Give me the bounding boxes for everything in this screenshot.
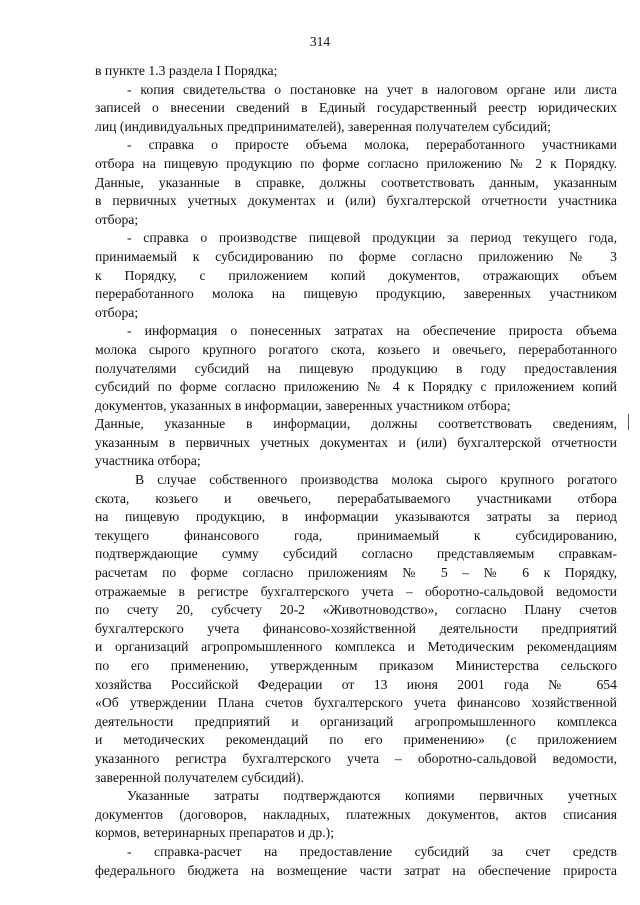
- text-line: на пищевую продукцию, в информации указываются затраты за период: [95, 509, 617, 525]
- text-line: Данные, указанные в справке, должны соответствовать данным, указанным: [95, 174, 617, 190]
- text-line: документов, указанных в информации, заверенных участником отбора;: [95, 397, 511, 413]
- text-line: документов (договоров, накладных, платежных документов, актов списания: [95, 806, 617, 822]
- text-line: участника отбора;: [95, 453, 201, 469]
- scan-margin-mark: [628, 414, 629, 430]
- text-line: расчетам по форме согласно приложениям № 5 – № 6 к Порядку,: [95, 565, 617, 581]
- text-line: «Об утверждении Плана счетов бухгалтерского учета финансово хозяйственной: [95, 695, 617, 711]
- text-line: - справка-расчет на предоставление субсидий за счет средств: [127, 843, 617, 859]
- text-line: Данные, указанные в информации, должны соответствовать сведениям,: [95, 416, 617, 432]
- text-line: отбора;: [95, 211, 139, 227]
- text-line: принимаемый к субсидированию по форме согласно приложению № 3: [95, 248, 617, 264]
- text-line: молока сырого крупного рогатого скота, козьего и овечьего, переработанного: [95, 341, 617, 357]
- text-line: переработанного молока на пищевую продукцию, заверенных участником: [95, 286, 617, 302]
- text-line: лиц (индивидуальных предпринимателей), заверенная получателем субсидий;: [95, 118, 551, 134]
- text-line: - информация о понесенных затратах на обеспечение прироста объема: [127, 323, 617, 339]
- text-line: текущего финансового года, принимаемый к субсидированию,: [95, 527, 617, 543]
- text-line: отражаемые в регистре бухгалтерского учета – оборотно-сальдовой ведомости: [95, 583, 617, 599]
- text-line: в пункте 1.3 раздела I Порядка;: [95, 63, 278, 78]
- text-line: скота, козьего и овечьего, перерабатываемого участниками отбора: [95, 490, 617, 506]
- text-line: отбора на пищевую продукцию по форме согласно приложению № 2 к Порядку.: [95, 155, 617, 171]
- text-line: деятельности предприятий и организаций агропромышленного комплекса: [95, 713, 617, 729]
- text-line: - копия свидетельства о постановке на учет в налоговом органе или листа: [127, 81, 617, 97]
- page-number: 314: [309, 34, 331, 49]
- text-line: федерального бюджета на возмещение части затрат на обеспечение прироста: [95, 862, 617, 878]
- text-line: хозяйства Российской Федерации от 13 июня 2001 года № 654: [95, 676, 617, 692]
- text-line: кормов, ветеринарных препаратов и др.);: [95, 825, 335, 841]
- text-line: Указанные затраты подтверждаются копиями первичных учетных: [127, 788, 617, 804]
- text-line: по его применению, утвержденным приказом Министерства сельского: [95, 658, 617, 673]
- text-line: и организаций агропромышленного комплекса и Методическим рекомендациям: [95, 639, 617, 655]
- text-line: отбора;: [95, 304, 139, 320]
- text-line: записей о внесении сведений в Единый государственный реестр юридических: [95, 100, 617, 116]
- text-line: указанного регистра бухгалтерского учета – оборотно-сальдовой ведомости,: [95, 750, 617, 766]
- text-line: получателями субсидий на пищевую продукцию в году предоставления: [95, 360, 617, 376]
- text-line: - справка о приросте объема молока, переработанного участниками: [127, 137, 617, 153]
- text-line: бухгалтерского учета финансово-хозяйственной деятельности предприятий: [95, 620, 617, 636]
- text-line: к Порядку, с приложением копий документов, отражающих объем: [95, 267, 617, 283]
- text-line: субсидий по форме согласно приложению № 4 к Порядку с приложением копий: [95, 379, 617, 395]
- text-line: указанным в первичных учетных документах и (или) бухгалтерской отчетности: [95, 434, 617, 450]
- text-line: по счету 20, субсчету 20-2 «Животноводство», согласно Плану счетов: [95, 602, 617, 618]
- text-line: в первичных учетных документах и (или) бухгалтерской отчетности участника: [95, 193, 617, 209]
- text-line: подтверждающие сумму субсидий согласно представляемым справкам-: [95, 546, 617, 562]
- text-line: В случае собственного производства молока сырого крупного рогатого: [135, 472, 617, 488]
- text-line: - справка о производстве пищевой продукции за период текущего года,: [127, 230, 617, 246]
- text-line: и методических рекомендаций по его применению» (с приложением: [95, 732, 617, 748]
- text-line: заверенной получателем субсидий).: [95, 769, 304, 785]
- document-body: [95, 62, 617, 880]
